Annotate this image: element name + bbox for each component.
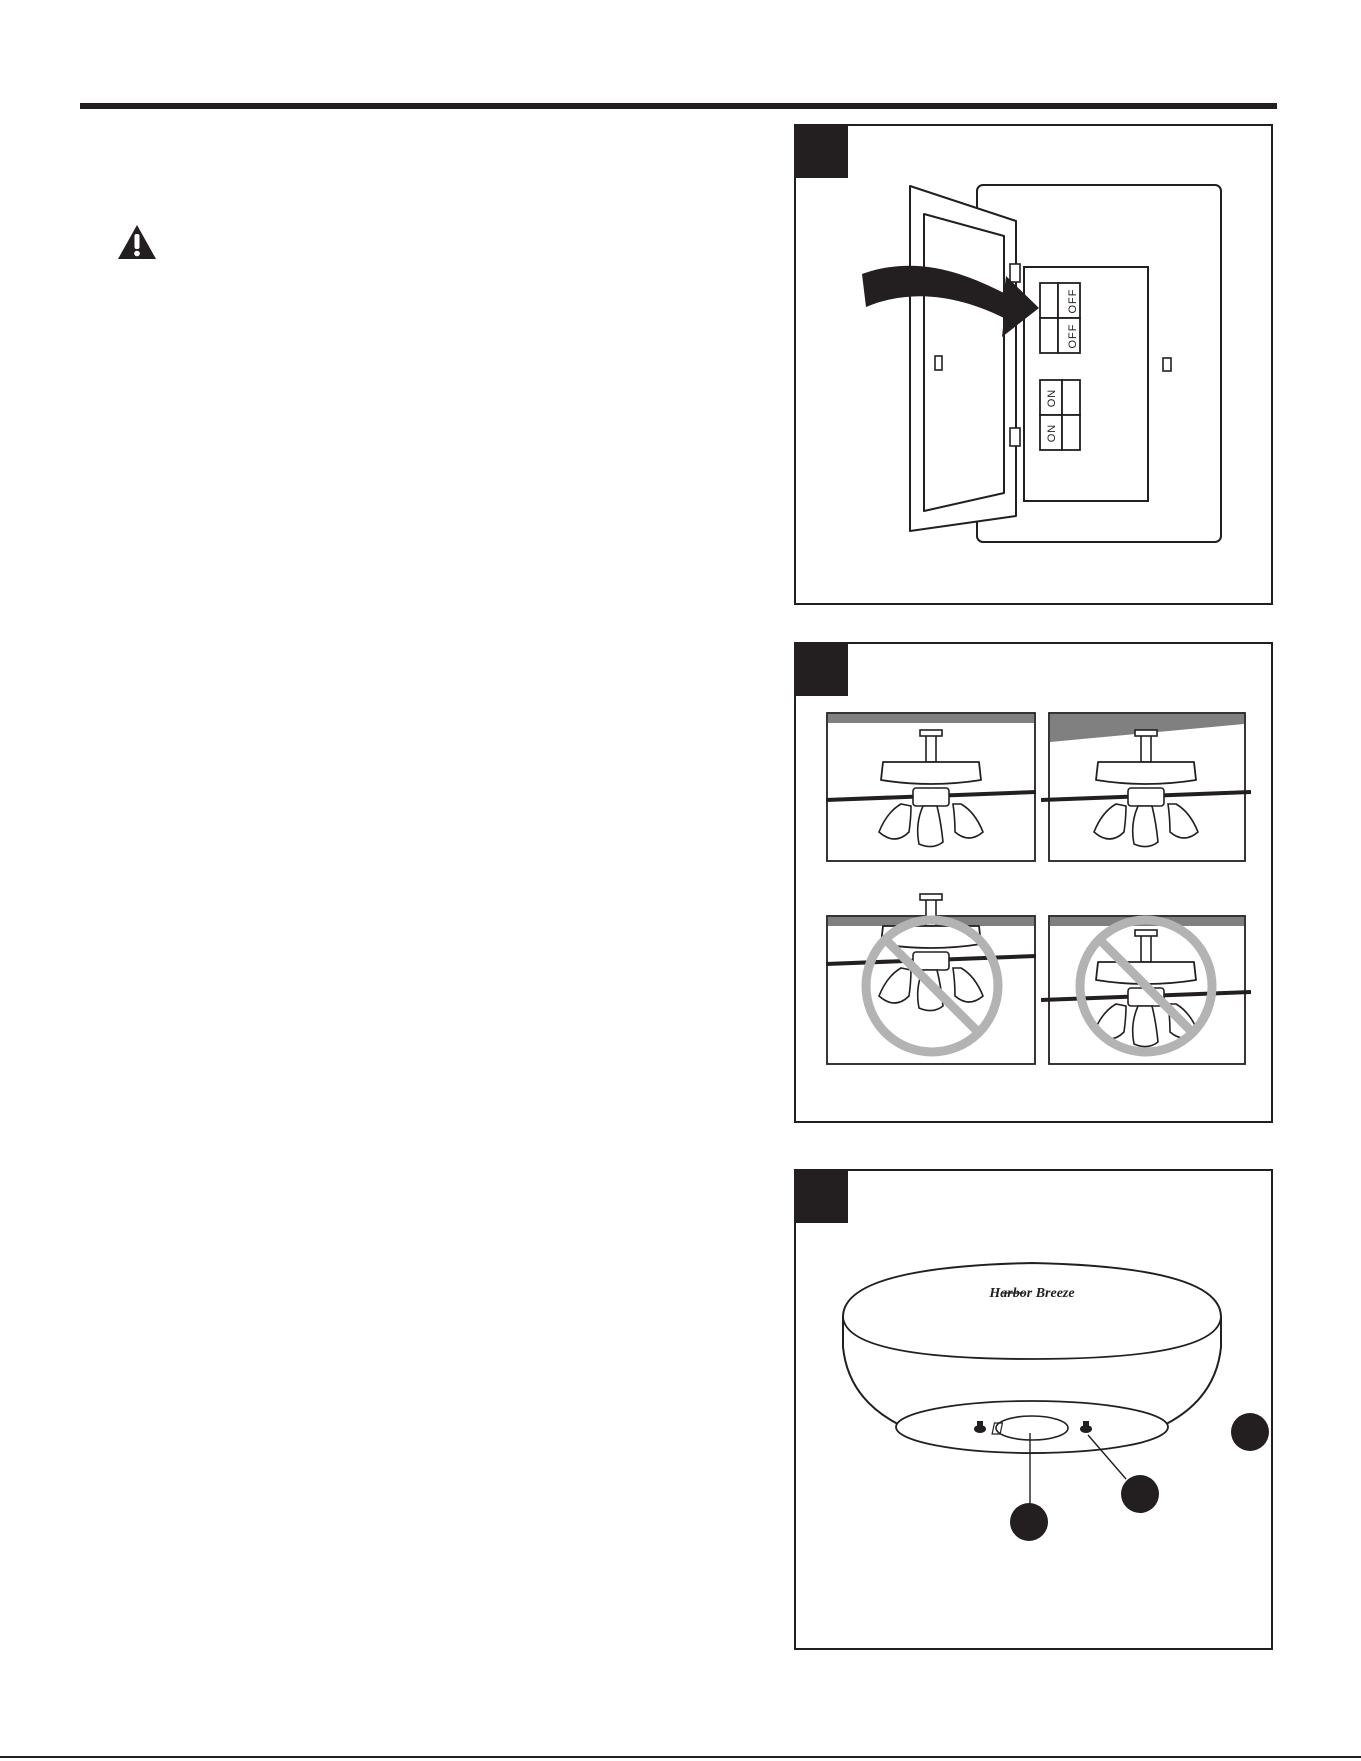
callout-dot (1231, 1413, 1269, 1451)
harbor-breeze-logo (988, 1286, 1074, 1301)
footer-rule (0, 1756, 1361, 1758)
breaker-label: OFF (1066, 323, 1079, 349)
warning-icon (117, 224, 157, 260)
breaker-label: ON (1045, 423, 1058, 443)
step-figure-2 (794, 642, 1273, 1123)
mounting-positions-illustration (796, 644, 1271, 1121)
callout-dot (1121, 1475, 1159, 1513)
breaker-label: OFF (1066, 288, 1079, 314)
header-rule (80, 103, 1277, 109)
callout-dot (1010, 1503, 1048, 1541)
breaker-label: ON (1045, 388, 1058, 408)
step-figure-3 (794, 1169, 1273, 1650)
breaker-box-illustration (796, 126, 1271, 603)
fan-housing-illustration (796, 1171, 1271, 1648)
step-figure-1 (794, 124, 1273, 605)
svg-text:Harbor Breeze: Harbor Breeze (989, 1286, 1075, 1301)
